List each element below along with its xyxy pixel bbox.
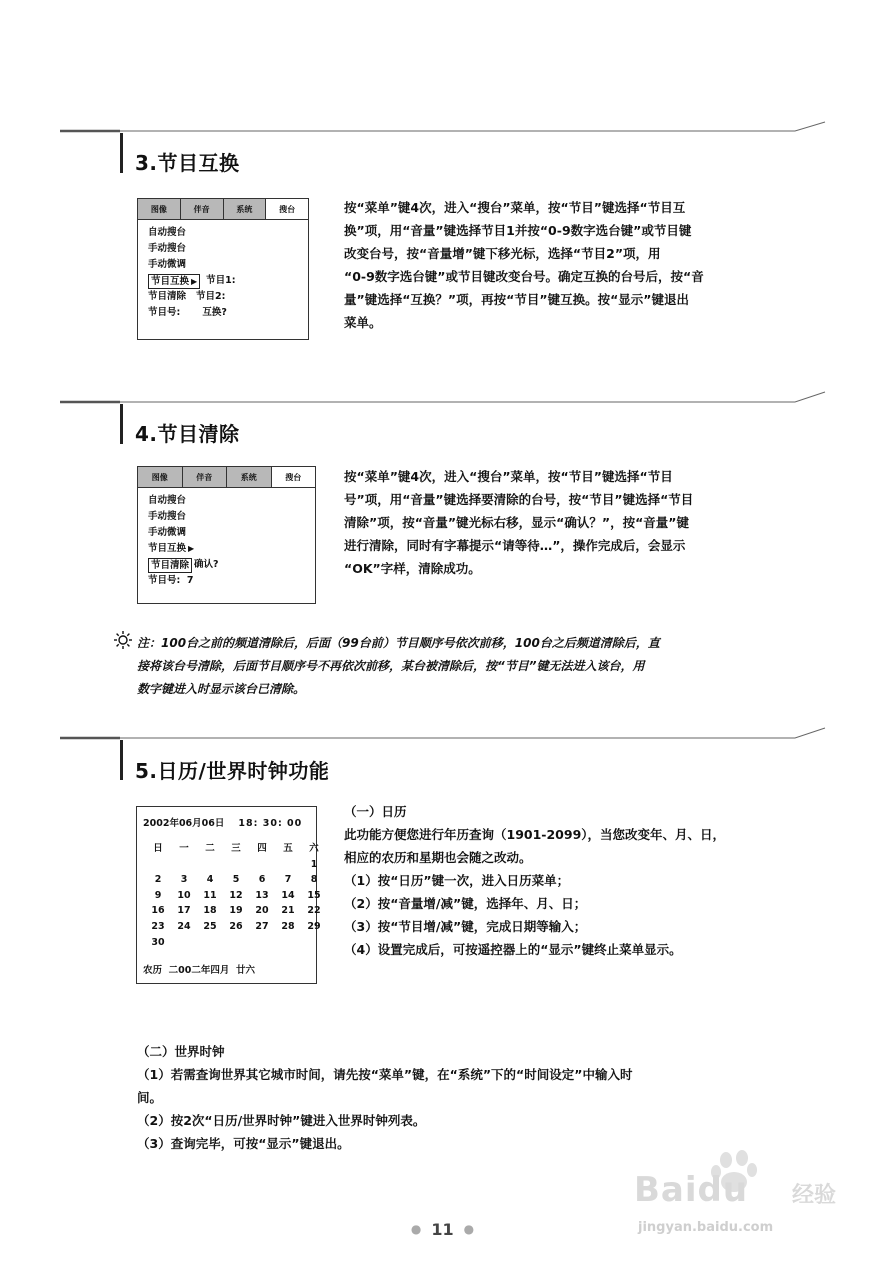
weekday-label: 二 — [205, 843, 215, 854]
right-arrow-icon: ▶ — [191, 276, 198, 286]
calendar-day[interactable]: 3 — [180, 874, 188, 886]
menu-item-program-clear[interactable] — [148, 557, 315, 573]
calendar-screen — [136, 806, 321, 984]
calendar-day — [275, 935, 301, 951]
note-text: 注：100台之前的频道清除后，后面（99台前）节目顺序号依次前移，100台之后频道清除后，直 接将该台号清除，后面节目顺序号不再依次前移，某台被清除后，按“节目”键无法进入该台，用 数字键进入时显示该台已清除。 — [137, 636, 660, 696]
calendar-day — [249, 857, 275, 873]
tab-system[interactable]: 系统 — [227, 467, 272, 487]
program-1-label: 节目1: — [206, 275, 236, 286]
menu-item-program-number[interactable]: 节目号: 7 — [148, 575, 194, 586]
calendar-day[interactable]: 8 — [310, 874, 318, 886]
menu-tabs — [138, 199, 308, 220]
calendar-day — [145, 857, 171, 873]
calendar-day[interactable]: 26 — [229, 920, 243, 932]
weekday-label: 一 — [179, 843, 189, 854]
tab-sound[interactable]: 伴音 — [181, 199, 224, 219]
calendar-day[interactable]: 20 — [255, 905, 269, 917]
weekday-label: 六 — [309, 843, 319, 854]
menu-item-auto-search[interactable]: 自动搜台 — [148, 227, 187, 238]
calendar-day[interactable]: 5 — [232, 874, 240, 886]
weekday-label: 四 — [257, 843, 267, 854]
tab-search[interactable]: 搜台 — [266, 199, 308, 219]
calendar-day[interactable]: 2 — [154, 874, 162, 886]
menu-item-manual-search[interactable]: 手动搜台 — [148, 511, 187, 522]
tab-system[interactable]: 系统 — [224, 199, 267, 219]
section-4-title: 4.节目清除 — [135, 422, 240, 446]
calendar-day[interactable]: 9 — [154, 889, 162, 901]
calendar-day[interactable]: 1 — [310, 858, 318, 870]
watermark-cn: 经验 — [792, 1183, 837, 1208]
world-clock-heading: （二）世界时钟 — [137, 1044, 225, 1059]
calendar-day[interactable]: 23 — [151, 920, 165, 932]
calendar-day[interactable]: 22 — [307, 905, 321, 917]
note-sun-icon — [113, 630, 133, 650]
watermark-url: jingyan.baidu.com — [638, 1220, 774, 1235]
menu-item-manual-search[interactable]: 手动搜台 — [148, 243, 187, 254]
calendar-day[interactable]: 13 — [255, 889, 269, 901]
menu-item-program-number[interactable]: 节目号: 互换? — [148, 305, 308, 321]
menu-item-fine-tune[interactable]: 手动微调 — [148, 259, 187, 270]
watermark-brand: Baidu — [634, 1170, 749, 1210]
calendar-day[interactable]: 14 — [281, 889, 295, 901]
menu-item-program-swap[interactable]: 节目互换 ▶ — [148, 541, 315, 557]
calendar-day[interactable]: 25 — [203, 920, 217, 932]
calendar-date: 2002年06月06日 — [143, 818, 225, 829]
calendar-day[interactable]: 17 — [177, 905, 191, 917]
calendar-day — [275, 857, 301, 873]
tab-picture[interactable]: 图像 — [138, 467, 183, 487]
calendar-day[interactable]: 30 — [151, 936, 165, 948]
calendar-day[interactable]: 18 — [203, 905, 217, 917]
menu-item-auto-search[interactable]: 自动搜台 — [148, 495, 187, 506]
calendar-day — [301, 935, 327, 951]
menu-item-program-swap[interactable] — [148, 273, 308, 289]
calendar-day[interactable]: 11 — [203, 889, 217, 901]
weekday-label: 日 — [153, 843, 163, 854]
calendar-day[interactable]: 28 — [281, 920, 295, 932]
calendar-heading: （一）日历 — [344, 804, 407, 819]
calendar-week-row — [145, 888, 327, 904]
menu-item-fine-tune[interactable]: 手动微调 — [148, 527, 187, 538]
dot-icon: ● — [410, 1222, 422, 1236]
tab-sound[interactable]: 伴音 — [183, 467, 228, 487]
calendar-grid — [145, 841, 327, 950]
calendar-day[interactable]: 27 — [255, 920, 269, 932]
selected-item-highlight: 节目清除 — [148, 558, 192, 573]
calendar-day — [223, 935, 249, 951]
calendar-day — [197, 857, 223, 873]
section-4-paragraph: 按“菜单”键4次，进入“搜台”菜单，按“节目”键选择“节目 号”项，用“音量”键选择要清除的台号，按“节目”键选择“节目 清除”项，按“音量”键光标右移，显示“确认？”，按“音量”键 进行清除，同时有字幕提示“请等待…”，操作完成后，会显示 “OK”字样，清除成功。 — [344, 469, 694, 576]
calendar-day[interactable]: 21 — [281, 905, 295, 917]
calendar-day[interactable]: 16 — [151, 905, 165, 917]
calendar-day[interactable]: 15 — [307, 889, 321, 901]
calendar-day[interactable]: 12 — [229, 889, 243, 901]
menu-tabs — [138, 467, 315, 488]
confirm-label: 确认? — [194, 559, 219, 570]
program-2-label: 节目2: — [196, 291, 226, 302]
calendar-day[interactable]: 10 — [177, 889, 191, 901]
section-3-paragraph: 按“菜单”键4次，进入“搜台”菜单，按“节目”键选择“节目互 换”项，用“音量”键选择节目1并按“0-9数字选台键”或节目键 改变台号，按“音量增”键下移光标，选择“节目2”项，用 “0-9数字选台键”或节目键改变台号。确定互换的台号后，按“音 量”键选择“互换？”项，再按“节目”键互换。按“显示”键退出 菜单。 — [344, 200, 704, 330]
calendar-day — [197, 935, 223, 951]
tab-picture[interactable]: 图像 — [138, 199, 181, 219]
calendar-time: 18: 30: 00 — [238, 818, 303, 829]
calendar-header — [143, 815, 302, 829]
section-3-bar — [120, 133, 123, 173]
calendar-week-row — [145, 857, 327, 873]
calendar-description: （一）日历 此功能方便您进行年历查询（1901-2099），当您改变年、月、日， 相应的农历和星期也会随之改动。 （1）按“日历”键一次，进入日历菜单； （2）按“音量增/减”键，选择年、月、日； （3）按“节目增/减”键，完成日期等输入； （4）设置完成后，可按遥控器上的“显示”键终止菜单显示。 — [344, 800, 814, 961]
dot-icon: ● — [463, 1222, 475, 1236]
calendar-day[interactable]: 4 — [206, 874, 214, 886]
swap-confirm-label: 互换? — [202, 307, 227, 318]
calendar-week-row — [145, 872, 327, 888]
calendar-day[interactable]: 7 — [284, 874, 292, 886]
calendar-day — [171, 857, 197, 873]
calendar-lunar-date: 农历 二00二年四月 廿六 — [143, 965, 255, 976]
calendar-day — [249, 935, 275, 951]
calendar-week-row — [145, 935, 327, 951]
calendar-week-row — [145, 903, 327, 919]
world-clock-section: （二）世界时钟 （1）若需查询世界其它城市时间，请先按“菜单”键，在“系统”下的“时间设定”中输入时 间。 （2）按2次“日历/世界时钟”键进入世界时钟列表。 （3）查询完毕，可按“显示”键退出。 — [137, 1040, 817, 1155]
program-swap-menu — [137, 198, 309, 340]
calendar-day[interactable]: 6 — [258, 874, 266, 886]
calendar-day[interactable]: 29 — [307, 920, 321, 932]
calendar-day — [171, 935, 197, 951]
calendar-day[interactable]: 19 — [229, 905, 243, 917]
calendar-week-row — [145, 919, 327, 935]
section-5-bar — [120, 740, 123, 780]
page-number: ● 11 ● — [410, 1220, 475, 1239]
program-clear-menu — [137, 466, 316, 604]
section-5-title: 5.日历/世界时钟功能 — [135, 759, 330, 783]
menu-item-program-clear[interactable]: 节目清除 节目2: — [148, 289, 308, 305]
weekday-label: 三 — [231, 843, 241, 854]
weekday-label: 五 — [283, 843, 293, 854]
tab-search[interactable]: 搜台 — [272, 467, 316, 487]
section-4-bar — [120, 404, 123, 444]
calendar-day — [223, 857, 249, 873]
section-3-title: 3.节目互换 — [135, 151, 240, 175]
right-arrow-icon: ▶ — [188, 544, 195, 553]
calendar-weekday-row — [145, 841, 327, 857]
selected-item-highlight: 节目互换 ▶ — [148, 274, 200, 289]
calendar-day[interactable]: 24 — [177, 920, 191, 932]
